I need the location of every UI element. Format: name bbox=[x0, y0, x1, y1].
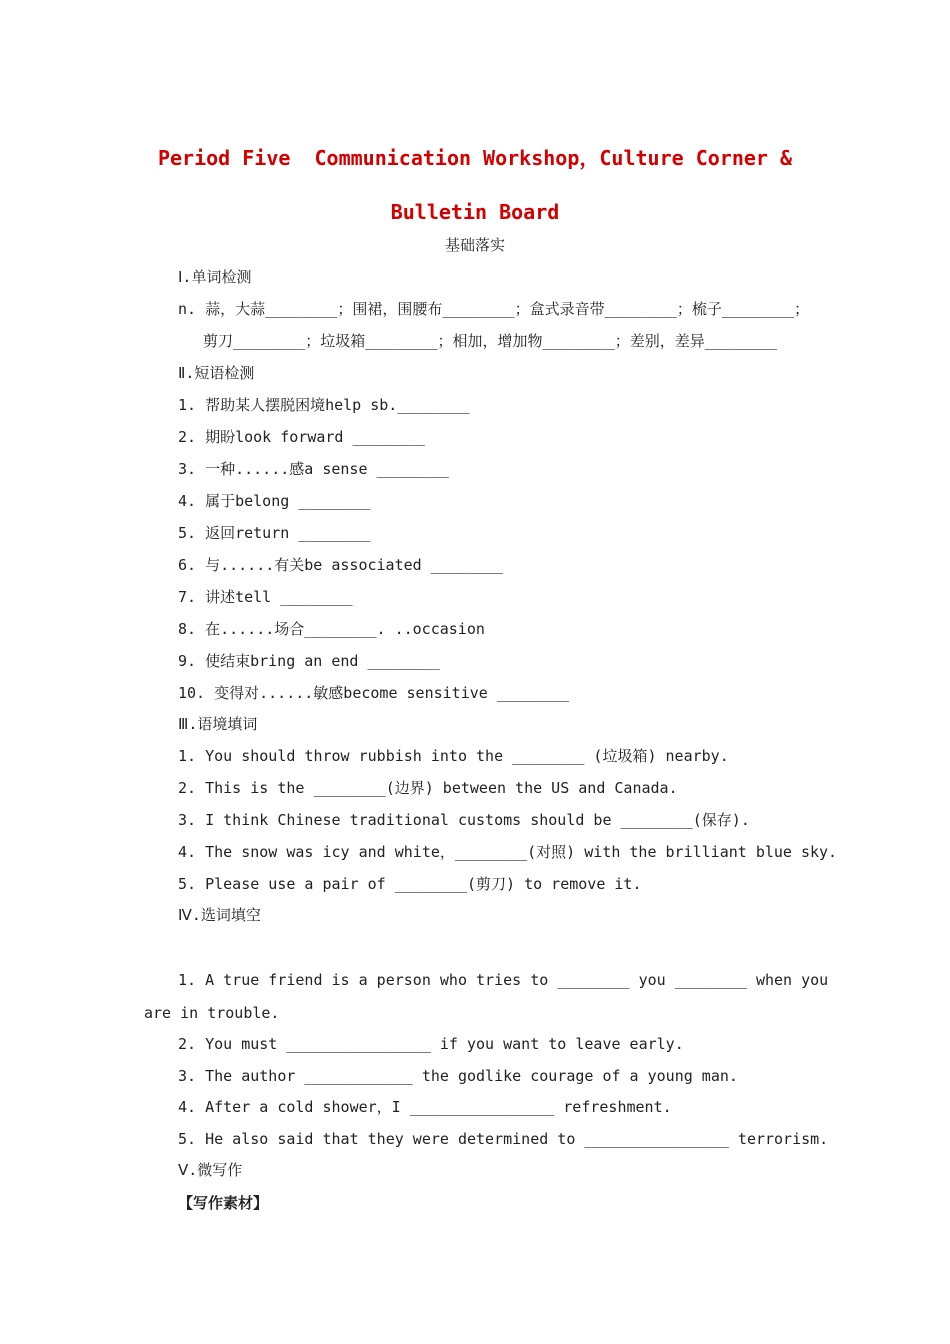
context-item: 3. I think Chinese traditional customs should be ________(保存). bbox=[178, 811, 750, 829]
section-heading-writing: Ⅴ.微写作 bbox=[178, 1161, 243, 1179]
phrase-item: 1. 帮助某人摆脱困境help sb.________ bbox=[178, 396, 470, 414]
word-check-line-2: 剪刀________；垃圾箱________；相加，增加物________；差别，差异________ bbox=[203, 332, 777, 350]
choose-item: 2. You must ________________ if you want to leave early. bbox=[178, 1035, 684, 1053]
section-heading-phrases: Ⅱ.短语检测 bbox=[178, 364, 255, 382]
section-heading-context: Ⅲ.语境填词 bbox=[178, 715, 258, 733]
phrase-item: 3. 一种......感a sense ________ bbox=[178, 460, 449, 478]
phrase-item: 8. 在......场合________. ..occasion bbox=[178, 620, 485, 638]
phrase-item: 7. 讲述tell ________ bbox=[178, 588, 353, 606]
phrase-item: 2. 期盼look forward ________ bbox=[178, 428, 425, 446]
phrase-item: 5. 返回return ________ bbox=[178, 524, 371, 542]
phrase-item: 6. 与......有关be associated ________ bbox=[178, 556, 503, 574]
section-heading-choose: Ⅳ.选词填空 bbox=[178, 906, 261, 924]
phrase-item: 10. 变得对......敏感become sensitive ________ bbox=[178, 684, 570, 702]
page-title-line-2: Bulletin Board bbox=[390, 200, 560, 224]
section-subtitle: 基础落实 bbox=[444, 236, 505, 254]
context-item: 4. The snow was icy and white，________(对照) with the brilliant blue sky. bbox=[178, 843, 838, 861]
phrase-item: 4. 属于belong ________ bbox=[178, 492, 371, 510]
context-item: 1. You should throw rubbish into the ________ (垃圾箱) nearby. bbox=[178, 747, 729, 765]
choose-item: 3. The author ____________ the godlike courage of a young man. bbox=[178, 1067, 738, 1085]
context-item: 5. Please use a pair of ________(剪刀) to remove it. bbox=[178, 875, 642, 893]
writing-material-heading: 【写作素材】 bbox=[178, 1194, 269, 1212]
phrase-item: 9. 使结束bring an end ________ bbox=[178, 652, 440, 670]
choose-item: 4. After a cold shower，I ________________ refreshment. bbox=[178, 1098, 672, 1116]
choose-item: 1. A true friend is a person who tries to ________ you ________ when you bbox=[178, 971, 829, 989]
word-check-line-1: n. 蒜，大蒜________；围裙，围腰布________；盒式录音带________；梳子________； bbox=[178, 300, 810, 318]
context-item: 2. This is the ________(边界) between the US and Canada. bbox=[178, 779, 678, 797]
page-title-line-1: Period Five Communication Workshop，Culture Corner & bbox=[157, 146, 793, 170]
choose-item: 5. He also said that they were determined to ________________ terrorism. bbox=[178, 1130, 829, 1148]
section-heading-words: Ⅰ.单词检测 bbox=[178, 268, 252, 286]
choose-item-continued: are in trouble. bbox=[144, 1004, 280, 1022]
